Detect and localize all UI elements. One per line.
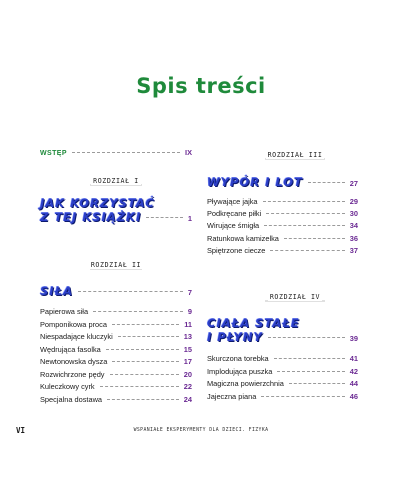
toc-entry-label: Wirujące śmigła	[207, 221, 260, 231]
toc-entry-page: 13	[183, 332, 192, 341]
chapter-heading-line: Z TEJ KSIĄŻKI	[40, 210, 142, 224]
toc-right-column	[207, 0, 358, 480]
toc-entry-page: 11	[184, 319, 192, 329]
toc-entry[interactable]	[40, 345, 192, 354]
chapter-heading[interactable]	[40, 284, 192, 300]
dot-leader	[274, 358, 345, 359]
dot-leader	[308, 182, 345, 183]
toc-entry-label: Podkręcane piłki	[207, 209, 262, 219]
toc-entry-label: Specjalna dostawa	[40, 394, 103, 404]
chapter-tag: ROZDZIAŁ I	[80, 177, 152, 185]
toc-entry-label: Kuleczkowy cyrk	[40, 382, 95, 391]
toc-entry-page: 29	[349, 197, 358, 206]
dot-leader	[72, 152, 180, 153]
toc-entry-page: 36	[349, 233, 358, 243]
toc-entry-page: 27	[349, 179, 358, 188]
toc-entry-page: IX	[185, 148, 192, 157]
chapter-heading-line: CIAŁA STAŁE	[207, 316, 300, 330]
chapter-heading-line: I PŁYNY	[207, 330, 263, 344]
chapter-heading[interactable]	[207, 316, 358, 346]
toc-entry-label: Rozwichrzone pędy	[40, 369, 105, 379]
toc-entry-page: 41	[349, 354, 358, 363]
toc-entry-page: 39	[349, 334, 358, 343]
toc-entry-label: Pomponikowa proca	[40, 319, 107, 329]
chapter-tag: ROZDZIAŁ IV	[255, 293, 335, 301]
dot-leader	[284, 238, 345, 239]
toc-entry-page: 15	[183, 344, 192, 354]
toc-entry[interactable]	[207, 392, 358, 401]
toc-entry-page: 22	[183, 382, 192, 391]
dot-leader	[118, 336, 179, 337]
dot-leader	[110, 374, 179, 375]
toc-entry[interactable]	[40, 357, 192, 366]
toc-entry-label: Wędrująca fasolka	[40, 344, 101, 354]
dot-leader	[261, 396, 344, 397]
toc-entry-label: Spiętrzone ciecze	[207, 245, 266, 255]
toc-entry[interactable]	[207, 209, 358, 218]
toc-entry-label: Magiczna powierzchnia	[207, 379, 284, 388]
footer-book-title: WSPANIAŁE EKSPERYMENTY DLA DZIECI. FIZYKA	[133, 428, 269, 433]
toc-entry-label: Jajeczna piana	[207, 391, 257, 401]
toc-entry-label: Pływające jajka	[207, 197, 258, 206]
dot-leader	[112, 324, 179, 325]
toc-entry-label: Newtonowska dysza	[40, 357, 108, 366]
toc-entry-page: 17	[183, 357, 192, 366]
dot-leader	[107, 399, 179, 400]
chapter-heading[interactable]	[207, 175, 358, 191]
toc-entry[interactable]	[207, 367, 358, 376]
chapter-tag: ROZDZIAŁ III	[255, 151, 335, 159]
dot-leader	[264, 225, 345, 226]
toc-entry-label: Papierowa siła	[40, 307, 89, 316]
dot-leader	[93, 311, 183, 312]
chapter-heading-line: JAK KORZYSTAĆ	[40, 196, 155, 210]
dot-leader	[263, 201, 345, 202]
toc-entry-page: 9	[187, 307, 192, 316]
toc-entry-label: Implodująca puszka	[207, 366, 273, 376]
toc-entry[interactable]	[207, 197, 358, 206]
toc-entry-page: 34	[349, 221, 358, 231]
dot-leader	[146, 217, 183, 218]
dot-leader	[270, 250, 344, 251]
toc-entry[interactable]	[40, 307, 192, 316]
page-title: Spis treści	[136, 74, 266, 98]
dot-leader	[268, 337, 345, 338]
toc-entry[interactable]	[207, 354, 358, 363]
chapter-heading-line: SIŁA	[40, 284, 74, 298]
dot-leader	[277, 371, 344, 372]
toc-entry-page: 42	[349, 366, 358, 376]
toc-entry-page: 24	[183, 394, 192, 404]
toc-entry-label: WSTĘP	[40, 150, 67, 157]
toc-entry-page: 44	[349, 379, 358, 388]
chapter-heading-line: WYPÓR I LOT	[207, 175, 303, 189]
dot-leader	[106, 349, 179, 350]
toc-entry[interactable]	[40, 320, 192, 329]
dot-leader	[100, 386, 179, 387]
toc-entry[interactable]	[40, 332, 192, 341]
toc-entry-label: Niespadające kluczyki	[40, 332, 113, 341]
toc-left-column	[40, 0, 192, 480]
chapter-tag: ROZDZIAŁ II	[90, 261, 142, 269]
toc-entry-page: 20	[183, 369, 192, 379]
toc-entry-page: 7	[187, 288, 192, 297]
toc-entry[interactable]	[207, 246, 358, 255]
toc-entry-label: Ratunkowa kamizelka	[207, 233, 279, 243]
chapter-heading[interactable]	[40, 196, 192, 226]
toc-entry[interactable]	[207, 234, 358, 243]
dot-leader	[289, 383, 345, 384]
toc-entry-intro[interactable]	[40, 148, 192, 158]
dot-leader	[266, 213, 345, 214]
dot-leader	[78, 291, 183, 292]
toc-entry-page: 1	[187, 214, 192, 223]
toc-entry[interactable]	[207, 379, 358, 388]
toc-entry-label: Skurczona torebka	[207, 354, 269, 363]
footer-page-number: VI	[16, 426, 26, 435]
toc-entry[interactable]	[40, 395, 192, 404]
toc-entry-page: 46	[349, 391, 358, 401]
toc-entry[interactable]	[40, 382, 192, 391]
dot-leader	[112, 361, 178, 362]
toc-entry[interactable]	[40, 370, 192, 379]
toc-entry[interactable]	[207, 221, 358, 230]
toc-entry-page: 30	[349, 209, 358, 219]
toc-entry-page: 37	[349, 245, 358, 255]
